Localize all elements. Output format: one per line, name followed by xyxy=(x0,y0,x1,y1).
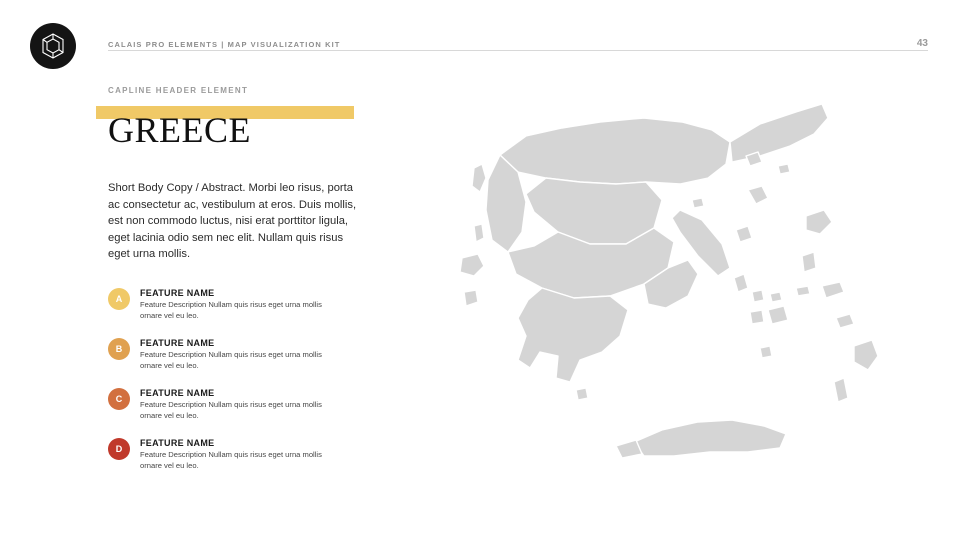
map-island-paros xyxy=(750,310,764,324)
map-region-peloponnese xyxy=(518,288,628,382)
feature-description: Feature Description Nullam quis risus eget urna mollis ornare vel eu leo. xyxy=(140,350,322,370)
header-kicker: CALAIS PRO ELEMENTS | MAP VISUALIZATION KIT xyxy=(108,40,350,49)
map-region-thessaly xyxy=(526,178,662,244)
feature-list xyxy=(108,288,368,488)
map-island-chios xyxy=(802,252,816,272)
map-island-dodecanese-kos xyxy=(836,314,854,328)
map-island-andros xyxy=(734,274,748,292)
feature-description: Feature Description Nullam quis risus eget urna mollis ornare vel eu leo. xyxy=(140,450,322,470)
map-region-macedonia xyxy=(500,118,730,184)
page-number: 43 xyxy=(909,38,928,49)
map-island-skyros xyxy=(736,226,752,242)
page-title: GREECE xyxy=(108,110,251,150)
map-island-kythira xyxy=(576,388,588,400)
feature-name: FEATURE NAME xyxy=(140,338,215,348)
map-island-mykonos xyxy=(770,292,782,302)
map-island-santorini xyxy=(760,346,772,358)
feature-description: Feature Description Nullam quis risus eget urna mollis ornare vel eu leo. xyxy=(140,300,322,320)
map-island-naxos xyxy=(768,306,788,324)
list-item xyxy=(108,438,368,488)
map-island-tinos xyxy=(752,290,764,302)
feature-marker-c: C xyxy=(108,388,130,410)
feature-name: FEATURE NAME xyxy=(140,438,215,448)
header-divider xyxy=(108,50,928,51)
capline-header: CAPLINE HEADER ELEMENT xyxy=(108,86,249,95)
map-island-lesvos xyxy=(806,210,832,234)
body-copy: Short Body Copy / Abstract. Morbi leo risus, porta ac consectetur ac, vestibulum at eros. Duis mollis, est non commodo luctus, nisi erat porttitor ligula, eget lacinia odio sem nec elit. Nullam quis risus eget urna mollis. xyxy=(108,182,357,261)
list-item xyxy=(108,388,368,438)
feature-marker-d: D xyxy=(108,438,130,460)
map-island-karpathos xyxy=(834,378,848,402)
map-island-skiathos xyxy=(692,198,704,208)
map-island-samos xyxy=(822,282,844,298)
map-island-lefkada xyxy=(474,224,484,242)
list-item xyxy=(108,338,368,388)
map-island-rhodes xyxy=(854,340,878,370)
map-island-limnos xyxy=(748,186,768,204)
map-island-corfu xyxy=(472,164,486,192)
map-island-crete xyxy=(634,420,786,456)
map-region-thrace xyxy=(730,104,828,162)
feature-name: FEATURE NAME xyxy=(140,288,215,298)
list-item xyxy=(108,288,368,338)
map-island-zakynthos xyxy=(464,290,478,306)
map-island-kefalonia xyxy=(460,254,484,276)
feature-description: Feature Description Nullam quis risus eget urna mollis ornare vel eu leo. xyxy=(140,400,322,420)
cube-logo-icon xyxy=(30,23,76,69)
map-island-ikaria xyxy=(796,286,810,296)
feature-marker-a: A xyxy=(108,288,130,310)
feature-name: FEATURE NAME xyxy=(140,388,215,398)
map-island-samothraki xyxy=(778,164,790,174)
greece-map xyxy=(430,60,950,500)
feature-marker-b: B xyxy=(108,338,130,360)
